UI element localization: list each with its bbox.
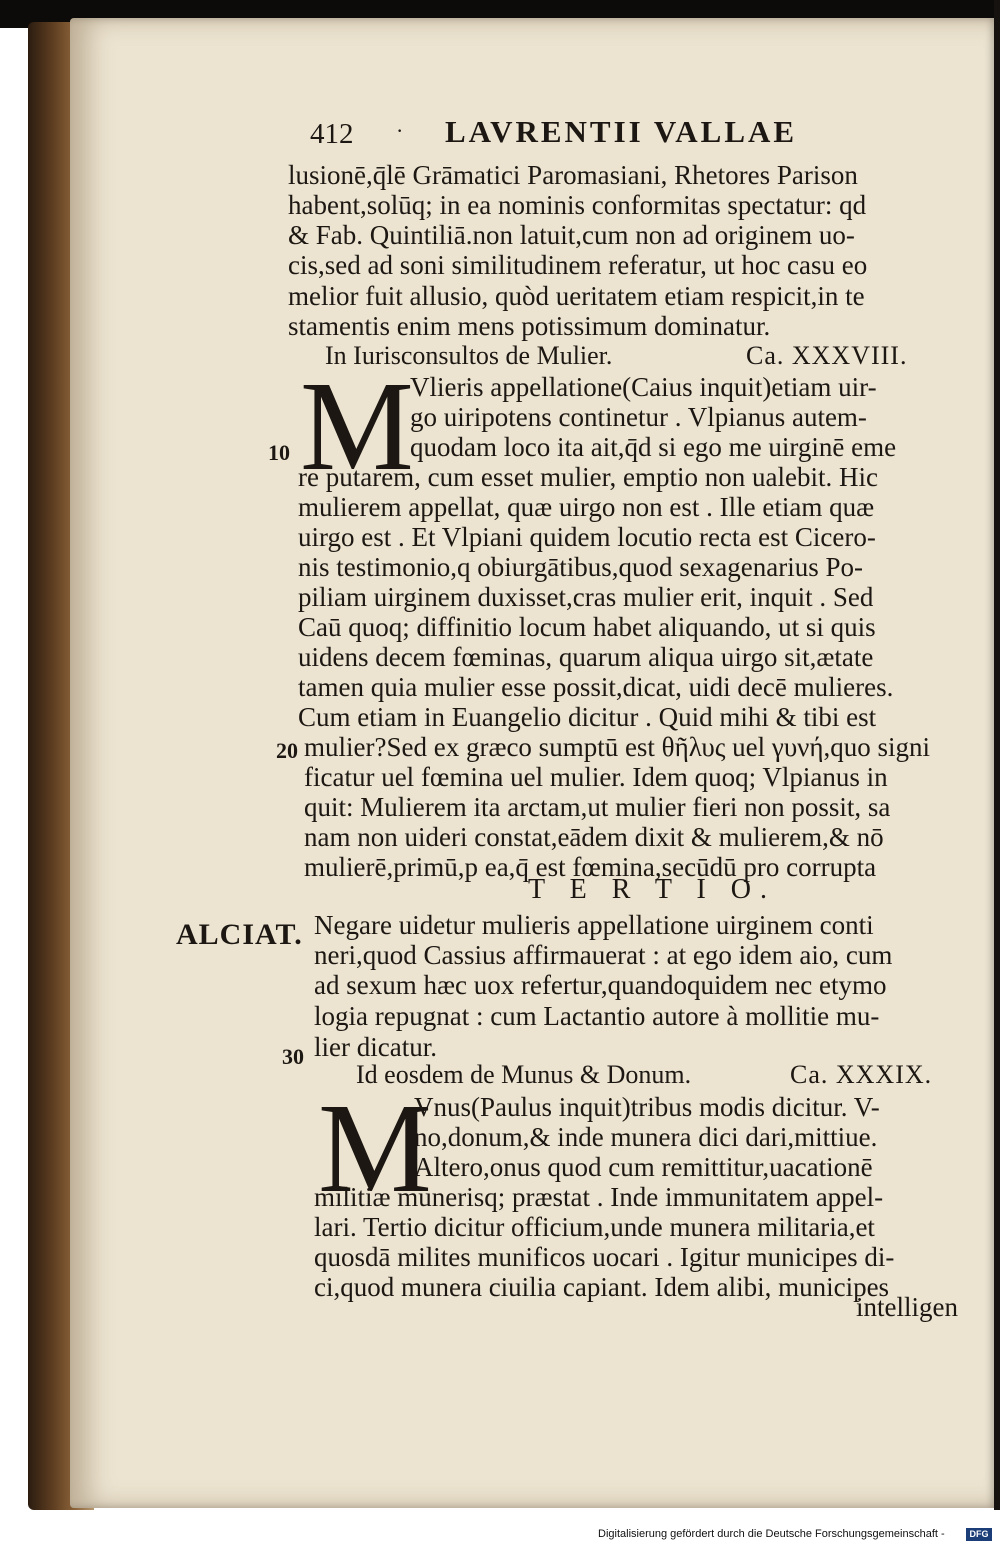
text-line: quodam loco ita ait,q̄d si ego me uirginē eme bbox=[410, 432, 897, 462]
chapter-38-title: In Iurisconsultos de Mulier. bbox=[325, 341, 613, 370]
text-line: ad sexum hæc uox refertur,quandoquidem nec etymo bbox=[314, 970, 887, 1000]
text-line: piliam uirginem duxisset,cras mulier erit, inquit . Sed bbox=[298, 582, 874, 612]
text-line: mulierem appellat, quæ uirgo non est . Ille etiam quæ bbox=[298, 492, 875, 522]
margin-line-number: 30 bbox=[282, 1044, 304, 1069]
text-line: Cum etiam in Euangelio dicitur . Quid mihi & tibi est bbox=[298, 702, 877, 732]
dfg-logo: DFG bbox=[966, 1528, 992, 1541]
text-line: ficatur uel fœmina uel mulier. Idem quoq; Vlpianus in bbox=[304, 762, 888, 792]
text-line: go uiripotens continetur . Vlpianus autem- bbox=[410, 402, 867, 432]
text-line: nam non uideri constat,eādem dixit & mulierem,& nō bbox=[304, 822, 884, 852]
chapter-39-title: Id eosdem de Munus & Donum. bbox=[356, 1060, 692, 1089]
margin-line-number: 10 bbox=[268, 440, 290, 465]
text-line: mulierē,primū,p ea,q̄ est fœmina,secūdū pro corrupta bbox=[304, 852, 877, 882]
text-line: re putarem, cum esset mulier, emptio non ualebit. Hic bbox=[298, 462, 878, 492]
catchword: intelligen bbox=[856, 1292, 958, 1322]
text-line: mulier?Sed ex græco sumptū est θῆλυς uel γυνή,quo signi bbox=[304, 732, 931, 762]
text-line: neri,quod Cassius affirmauerat : at ego idem aio, cum bbox=[314, 940, 893, 970]
text-line: Caū quoq; diffinitio locum habet aliquando, ut si quis bbox=[298, 612, 876, 642]
scan-border-right bbox=[994, 0, 1000, 1528]
text-line: melior fuit allusio, quòd ueritatem etiam respicit,in te bbox=[288, 281, 865, 311]
text-line: Vnus(Paulus inquit)tribus modis dicitur. V- bbox=[414, 1092, 880, 1122]
header-ornament: · bbox=[396, 118, 404, 143]
section-heading-tertio: T E R T I O. bbox=[528, 874, 777, 905]
chapter-39-number: Ca. XXXIX. bbox=[790, 1060, 933, 1089]
digitization-credit: Digitalisierung gefördert durch die Deutsche Forschungsgemeinschaft - bbox=[598, 1528, 945, 1540]
text-line: habent,solūq; in ea nominis conformitas spectatur: qd bbox=[288, 190, 867, 220]
text-line: stamentis enim mens potissimum dominatur. bbox=[288, 311, 771, 341]
page-number: 412 bbox=[310, 118, 354, 150]
text-line: Negare uidetur mulieris appellatione uirginem conti bbox=[314, 910, 874, 940]
text-line: quosdā milites munificos uocari . Igitur municipes di- bbox=[314, 1242, 895, 1272]
text-line: cis,sed ad soni similitudinem referatur, ut hoc casu eo bbox=[288, 250, 868, 280]
drop-cap-initial: M bbox=[318, 1077, 432, 1219]
text-line: no,donum,& inde munera dici dari,mittiue. bbox=[414, 1122, 878, 1152]
running-title: LAVRENTII VALLAE bbox=[445, 114, 798, 149]
text-line: tamen quia mulier esse possit,dicat, uidi decē mulieres. bbox=[298, 672, 894, 702]
text-line: & Fab. Quintiliā.non latuit,cum non ad originem uo- bbox=[288, 220, 855, 250]
page-header bbox=[0, 112, 1000, 156]
margin-note-alciat: ALCIAT. bbox=[176, 918, 303, 951]
margin-line-number: 20 bbox=[276, 738, 298, 763]
drop-cap-initial: M bbox=[300, 355, 414, 497]
text-line: nis testimonio,q obiurgātibus,quod sexagenarius Po- bbox=[298, 552, 863, 582]
text-line: uirgo est . Et Vlpiani quidem locutio recta est Cicero- bbox=[298, 522, 876, 552]
text-line: logia repugnat : cum Lactantio autore à mollitie mu- bbox=[314, 1001, 880, 1031]
chapter-38-number: Ca. XXXVIII. bbox=[746, 341, 908, 370]
text-line: lier dicatur. bbox=[314, 1032, 437, 1062]
text-line: ci,quod munera ciuilia capiant. Idem alibi, municipes bbox=[314, 1272, 890, 1302]
text-line: Altero,onus quod cum remittitur,uacationē bbox=[414, 1152, 873, 1182]
text-line: quit: Mulierem ita arctam,ut mulier fieri non possit, sa bbox=[304, 792, 891, 822]
text-line: uidens decem fœminas, quarum aliqua uirgo sit,ætate bbox=[298, 642, 874, 672]
text-line: militiæ munerisq; præstat . Inde immunitatem appel- bbox=[314, 1182, 884, 1212]
text-line: lari. Tertio dicitur officium,unde munera militaria,et bbox=[314, 1212, 875, 1242]
text-line: Vlieris appellatione(Caius inquit)etiam uir- bbox=[410, 372, 877, 402]
text-line: lusionē,q̄lē Grāmatici Paromasiani, Rhetores Parison bbox=[288, 160, 858, 190]
